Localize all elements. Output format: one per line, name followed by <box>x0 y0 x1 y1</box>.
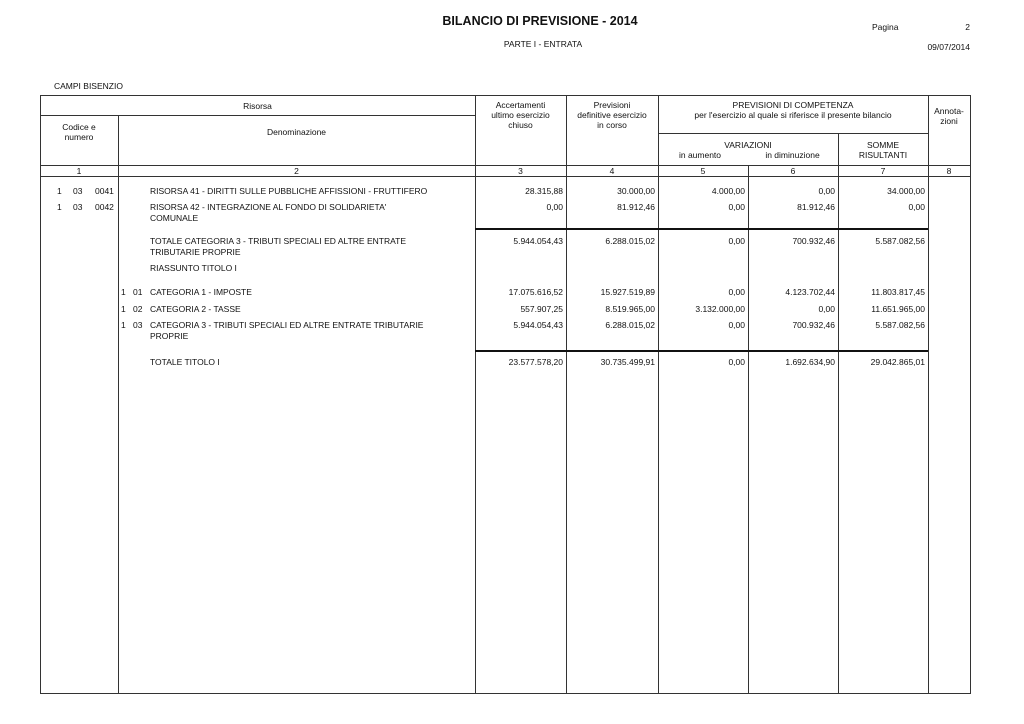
header-competenza: PREVISIONI DI COMPETENZA per l'esercizio al quale si riferisce il presente bilancio <box>694 100 892 120</box>
row-value: 700.932,46 <box>792 236 835 246</box>
row-description: TOTALE CATEGORIA 3 - TRIBUTI SPECIALI ED ALTRE ENTRATE <box>150 236 407 246</box>
row-value: 81.912,46 <box>797 202 835 212</box>
row-description: RIASSUNTO TITOLO I <box>150 263 237 273</box>
row-value: 34.000,00 <box>887 186 925 196</box>
header-accertamenti: Accertamenti ultimo esercizio chiuso <box>491 100 550 130</box>
column-number: 2 <box>294 166 299 176</box>
row-description: CATEGORIA 1 - IMPOSTE <box>150 287 252 297</box>
row-value: 0,00 <box>818 304 835 314</box>
header-in-diminuzione: in diminuzione <box>765 150 820 160</box>
row-value: 4.000,00 <box>711 186 745 196</box>
row-value: 3.132.000,00 <box>695 304 745 314</box>
row-value: 0,00 <box>728 202 745 212</box>
row-description: CATEGORIA 2 - TASSE <box>150 304 241 314</box>
row-value: 8.519.965,00 <box>605 304 655 314</box>
page-number: 2 <box>965 22 970 32</box>
row-value: 557.907,25 <box>520 304 563 314</box>
row-value: 6.288.015,02 <box>605 320 655 330</box>
row-value: 5.587.082,56 <box>875 236 925 246</box>
column-number: 5 <box>700 166 706 176</box>
column-number: 8 <box>946 166 952 176</box>
total-value: 1.692.634,90 <box>785 357 835 367</box>
row-value: 30.000,00 <box>617 186 655 196</box>
header-variazioni: VARIAZIONI <box>724 140 772 150</box>
row-value: 81.912,46 <box>617 202 655 212</box>
row-value: 4.123.702,44 <box>785 287 835 297</box>
row-value: 5.587.082,56 <box>875 320 925 330</box>
page-label: Pagina <box>872 22 899 32</box>
row-value: 0,00 <box>728 320 745 330</box>
row-code: 1 <box>57 186 62 196</box>
header-somme: SOMME RISULTANTI <box>858 140 908 160</box>
row-code: 1 <box>121 304 126 314</box>
total-value: 29.042.865,01 <box>870 357 925 367</box>
total-value: 23.577.578,20 <box>508 357 563 367</box>
row-value: 0,00 <box>728 236 745 246</box>
row-value: 11.651.965,00 <box>871 304 925 314</box>
entity-name: CAMPI BISENZIO <box>54 81 123 91</box>
row-value: 700.932,46 <box>792 320 835 330</box>
row-code: 1 <box>121 320 126 330</box>
row-value: 0,00 <box>546 202 563 212</box>
document-title: BILANCIO DI PREVISIONE - 2014 <box>442 14 638 28</box>
row-value: 5.944.054,43 <box>513 236 563 246</box>
row-value: 5.944.054,43 <box>513 320 563 330</box>
header-denominazione: Denominazione <box>266 127 327 137</box>
column-number: 1 <box>76 166 82 176</box>
header-codice: Codice e <box>62 122 96 132</box>
header-risorsa: Risorsa <box>243 101 272 111</box>
header-in-aumento: in aumento <box>678 150 722 160</box>
total-value: 0,00 <box>728 357 745 367</box>
column-number: 3 <box>518 166 523 176</box>
row-code: 01 <box>133 287 143 297</box>
document-subtitle: PARTE I - ENTRATA <box>503 39 583 49</box>
total-value: 30.735.499,91 <box>600 357 655 367</box>
row-code: 1 <box>57 202 62 212</box>
row-description: COMUNALE <box>150 212 199 223</box>
row-description: RISORSA 41 - DIRITTI SULLE PUBBLICHE AFFISSIONI - FRUTTIFERO <box>150 186 428 196</box>
print-date: 09/07/2014 <box>927 42 970 52</box>
row-value: 15.927.519,89 <box>600 287 655 297</box>
row-code: 02 <box>133 304 143 314</box>
row-description: TRIBUTARIE PROPRIE <box>150 246 241 257</box>
row-description: CATEGORIA 3 - TRIBUTI SPECIALI ED ALTRE ENTRATE TRIBUTARIE <box>150 320 424 330</box>
total-description: TOTALE TITOLO I <box>150 357 220 367</box>
header-previsioni: Previsioni definitive esercizio in corso <box>577 100 647 130</box>
row-code: 03 <box>73 202 83 212</box>
row-value: 11.803.817,45 <box>871 287 925 297</box>
row-code: 0041 <box>95 186 114 196</box>
row-value: 6.288.015,02 <box>605 236 655 246</box>
row-value: 17.075.616,52 <box>508 287 563 297</box>
column-number: 4 <box>609 166 615 176</box>
row-value: 0,00 <box>818 186 835 196</box>
row-value: 28.315,88 <box>525 186 563 196</box>
row-value: 0,00 <box>728 287 745 297</box>
row-description: PROPRIE <box>150 330 189 341</box>
row-code: 03 <box>133 320 143 330</box>
row-code: 0042 <box>95 202 114 212</box>
header-annotazioni: Annota- zioni <box>934 106 964 126</box>
column-number: 6 <box>790 166 796 176</box>
row-description: RISORSA 42 - INTEGRAZIONE AL FONDO DI SOLIDARIETA' <box>150 202 387 212</box>
header-numero: numero <box>64 132 94 142</box>
row-code: 03 <box>73 186 83 196</box>
row-code: 1 <box>121 287 126 297</box>
column-number: 7 <box>880 166 886 176</box>
row-value: 0,00 <box>908 202 925 212</box>
